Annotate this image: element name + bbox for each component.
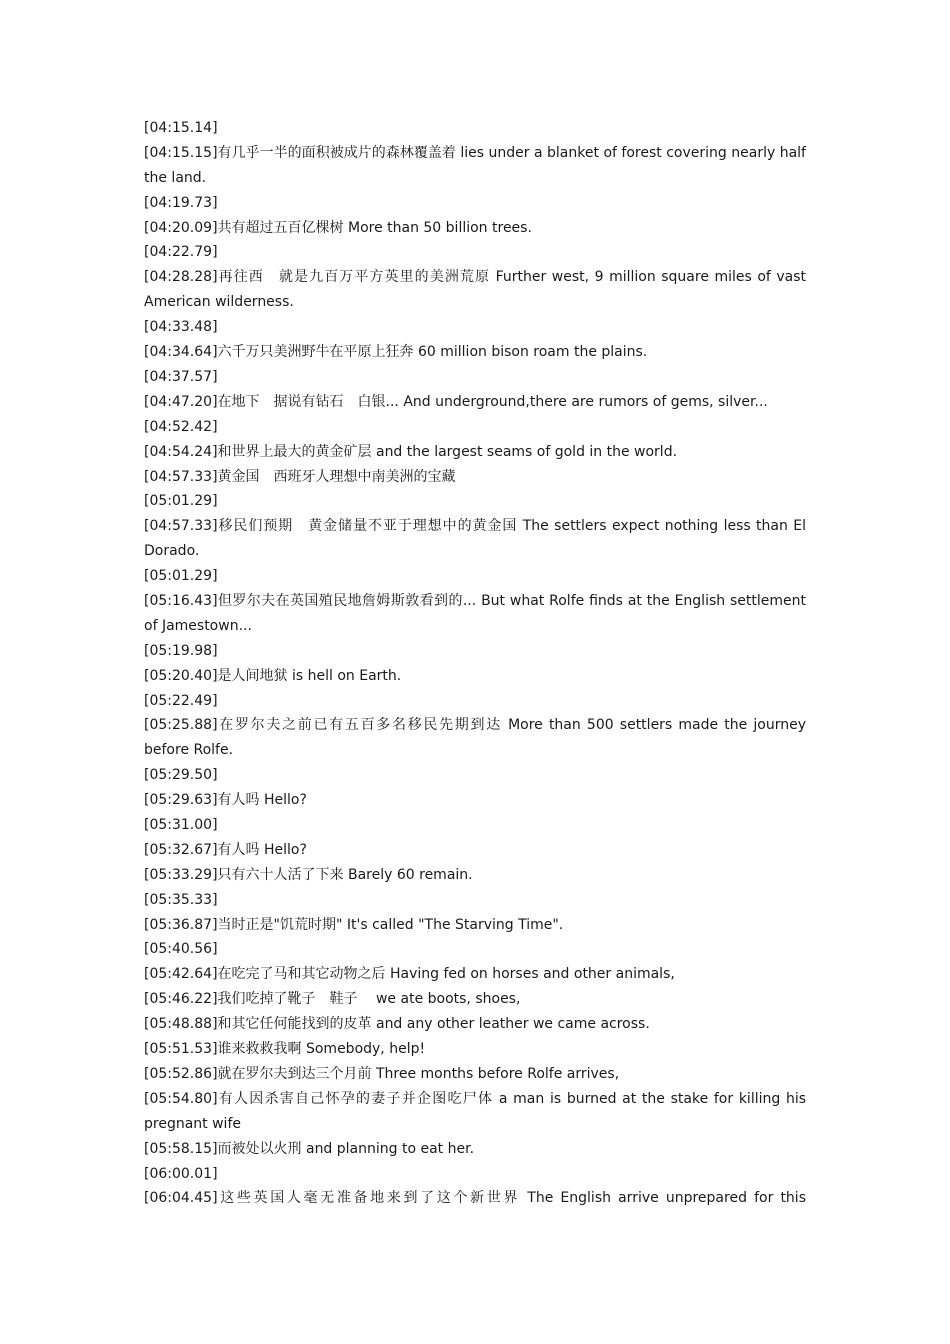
timestamp-line: [05:19.98] xyxy=(144,642,218,659)
subtitle-line: [04:34.64]六千万只美洲野牛在平原上狂奔 60 million bison roam the plains. xyxy=(144,344,648,361)
subtitle-line: [05:54.80]有人因杀害自己怀孕的妻子并企图吃尸体 a man is burned at the stake for killing his pregnant wife xyxy=(144,1090,806,1132)
timestamp-line: [04:33.48] xyxy=(144,319,218,336)
subtitle-line: [04:15.15]有几乎一半的面积被成片的森林覆盖着 lies under a blanket of forest covering nearly half the land. xyxy=(144,144,806,186)
subtitle-line: [05:36.87]当时正是"饥荒时期" It's called "The Starving Time". xyxy=(144,916,564,933)
subtitle-line: [04:57.33]移民们预期 黄金储量不亚于理想中的黄金国 The settlers expect nothing less than El Dorado. xyxy=(144,518,806,560)
timestamp-line: [05:35.33] xyxy=(144,891,218,908)
transcript-page xyxy=(144,116,806,1211)
subtitle-line: [05:58.15]而被处以火刑 and planning to eat her. xyxy=(144,1140,475,1157)
timestamp-line: [05:22.49] xyxy=(144,692,218,709)
timestamp-line: [05:29.50] xyxy=(144,767,218,784)
subtitle-line: [05:20.40]是人间地狱 is hell on Earth. xyxy=(144,667,402,684)
timestamp-line: [05:01.29] xyxy=(144,493,218,510)
subtitle-line: [04:57.33]黄金国 西班牙人理想中南美洲的宝藏 xyxy=(144,468,456,485)
timestamp-line: [04:37.57] xyxy=(144,368,218,385)
subtitle-line: [05:25.88]在罗尔夫之前已有五百多名移民先期到达 More than 500 settlers made the journey before Rolfe. xyxy=(144,717,806,759)
timestamp-line: [04:15.14] xyxy=(144,120,218,136)
timestamp-line: [04:52.42] xyxy=(144,418,218,435)
subtitle-line: [05:42.64]在吃完了马和其它动物之后 Having fed on horses and other animals, xyxy=(144,966,675,983)
subtitle-line: [05:52.86]就在罗尔夫到达三个月前 Three months before Rolfe arrives, xyxy=(144,1065,620,1082)
subtitle-line: [05:48.88]和其它任何能找到的皮革 and any other leather we came across. xyxy=(144,1016,650,1033)
subtitle-line: [04:20.09]共有超过五百亿棵树 More than 50 billion trees. xyxy=(144,219,532,236)
subtitle-line: [05:51.53]谁来救救我啊 Somebody, help! xyxy=(144,1041,426,1058)
timestamp-line: [05:31.00] xyxy=(144,817,218,834)
subtitle-line: [05:32.67]有人吗 Hello? xyxy=(144,841,307,858)
timestamp-line: [05:01.29] xyxy=(144,568,218,585)
subtitle-line: [04:47.20]在地下 据说有钻石 白银... And underground,there are rumors of gems, silver... xyxy=(144,393,768,410)
subtitle-line: [05:16.43]但罗尔夫在英国殖民地詹姆斯敦看到的... But what Rolfe finds at the English settlement of Jamestown... xyxy=(144,592,806,634)
timestamp-line: [04:22.79] xyxy=(144,244,218,261)
subtitle-line: [05:29.63]有人吗 Hello? xyxy=(144,792,307,809)
subtitle-line: [05:33.29]只有六十人活了下来 Barely 60 remain. xyxy=(144,866,473,883)
subtitle-line: [04:28.28]再往西 就是九百万平方英里的美洲荒原 Further west, 9 million square miles of vast American wilderness. xyxy=(144,269,806,311)
timestamp-line: [04:19.73] xyxy=(144,194,218,211)
subtitle-line: [04:54.24]和世界上最大的黄金矿层 and the largest seams of gold in the world. xyxy=(144,443,678,460)
timestamp-line: [06:00.01] xyxy=(144,1165,218,1182)
subtitle-line: [06:04.45]这些英国人毫无准备地来到了这个新世界 The English arrive unprepared for this xyxy=(144,1190,806,1207)
subtitle-line: [05:46.22]我们吃掉了靴子 鞋子 we ate boots, shoes, xyxy=(144,991,521,1008)
timestamp-line: [05:40.56] xyxy=(144,941,218,958)
